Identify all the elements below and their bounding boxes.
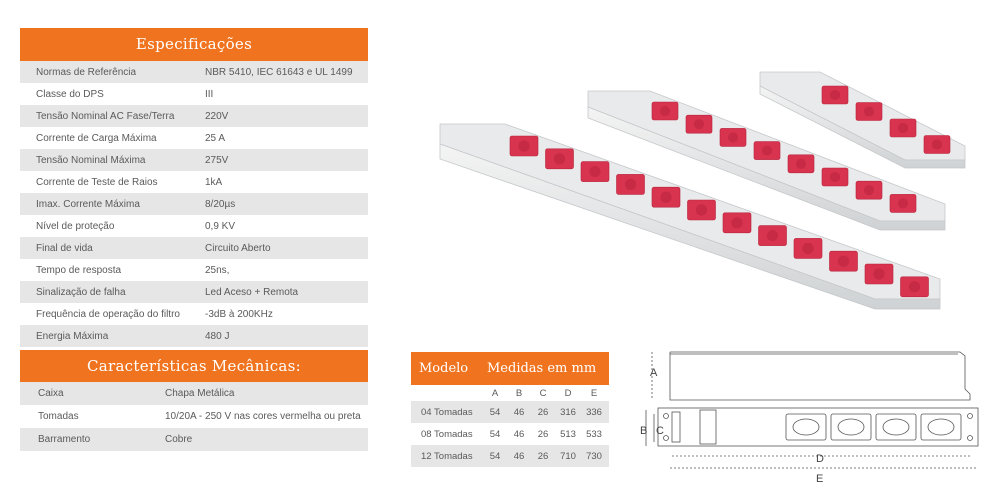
socket-face <box>589 166 600 177</box>
socket-face <box>898 123 908 133</box>
spec-value: -3dB à 200KHz <box>205 308 273 320</box>
specifications-title: Especificações <box>20 28 368 61</box>
spec-label: Tempo de resposta <box>36 264 122 276</box>
dimension-row <box>411 445 609 467</box>
dimension-value: 26 <box>537 428 549 440</box>
mechanical-value: Cobre <box>165 434 193 445</box>
spec-row <box>20 127 368 149</box>
spec-label: Final de vida <box>36 242 93 254</box>
spec-value: Circuito Aberto <box>205 242 271 254</box>
drawing-socket <box>876 414 916 440</box>
spec-row <box>20 215 368 237</box>
socket-face <box>660 192 671 203</box>
mechanical-row <box>20 428 368 451</box>
spec-label: Energia Máxima <box>36 330 109 342</box>
dimensions-grid <box>411 385 609 467</box>
mechanical-label: Caixa <box>38 388 64 399</box>
mechanical-table <box>20 350 368 451</box>
drawing-socket-face <box>838 419 864 435</box>
spec-label: Corrente de Carga Máxima <box>36 132 157 144</box>
spec-value: III <box>205 88 214 100</box>
socket-face <box>767 230 778 241</box>
dimension-column-header: C <box>539 387 547 399</box>
socket-face <box>838 256 849 267</box>
spec-value: NBR 5410, IEC 61643 e UL 1499 <box>205 66 353 78</box>
dimensions-header <box>411 352 609 385</box>
socket-face <box>873 268 884 279</box>
spec-row <box>20 149 368 171</box>
spec-row <box>20 171 368 193</box>
mechanical-rows <box>20 382 368 451</box>
spec-value: 1kA <box>205 176 223 188</box>
dimension-value: 46 <box>513 428 525 440</box>
spec-value: 0,9 KV <box>205 220 236 232</box>
spec-row <box>20 61 368 83</box>
dimension-label-e: E <box>816 473 824 484</box>
drawing-socket-face <box>928 419 954 435</box>
dimension-column-headers <box>411 385 609 401</box>
socket-face <box>694 119 704 129</box>
socket-face <box>830 90 840 100</box>
spec-value: 25ns, <box>205 264 230 276</box>
spec-value: 220V <box>205 110 229 122</box>
dimensions-table <box>411 352 609 467</box>
spec-value: 25 A <box>205 132 226 144</box>
socket-face <box>728 132 738 142</box>
dimension-value: 54 <box>489 406 501 418</box>
socket-face <box>830 172 840 182</box>
dimension-column-header: D <box>564 387 572 399</box>
product-photo <box>420 64 980 314</box>
dimension-row <box>411 401 609 423</box>
socket-face <box>625 179 636 190</box>
socket-face <box>731 217 742 228</box>
dimension-label-d: D <box>816 453 824 465</box>
dimension-value: 54 <box>489 428 501 440</box>
mechanical-row <box>20 405 368 428</box>
measures-header: Medidas em mm <box>487 361 597 376</box>
spec-label: Classe do DPS <box>36 88 104 100</box>
dimension-value: 336 <box>586 406 602 418</box>
mechanical-label: Barramento <box>38 434 91 445</box>
spec-row <box>20 303 368 325</box>
spec-value: 275V <box>205 154 229 166</box>
spec-label: Corrente de Teste de Raios <box>36 176 158 188</box>
model-name: 12 Tomadas <box>421 450 473 462</box>
socket-face <box>909 281 920 292</box>
specifications-rows <box>20 61 368 347</box>
spec-label: Normas de Referência <box>36 66 137 78</box>
socket-face <box>518 140 529 151</box>
spec-label: Sinalização de falha <box>36 286 126 298</box>
dimension-value: 710 <box>560 450 576 462</box>
dimension-value: 46 <box>513 406 525 418</box>
dimension-value: 26 <box>537 450 549 462</box>
spec-row <box>20 259 368 281</box>
dimension-column-header: A <box>491 387 499 399</box>
drawing-socket-face <box>883 419 909 435</box>
mechanical-row <box>20 382 368 405</box>
model-header: Modelo <box>419 361 469 376</box>
drawing-socket <box>831 414 871 440</box>
model-name: 08 Tomadas <box>421 428 473 440</box>
spec-label: Tensão Nominal AC Fase/Terra <box>36 110 175 122</box>
drawing-socket <box>921 414 961 440</box>
socket-face <box>802 243 813 254</box>
technical-drawing <box>640 344 990 484</box>
dimension-label-a: A <box>650 367 658 379</box>
dimension-value: 54 <box>489 450 501 462</box>
spec-row <box>20 105 368 127</box>
spec-row <box>20 237 368 259</box>
spec-label: Nível de proteção <box>36 220 115 232</box>
dimension-value: 730 <box>586 450 602 462</box>
spec-row <box>20 325 368 347</box>
spec-row <box>20 83 368 105</box>
specifications-table <box>20 28 368 347</box>
spec-value: 8/20µs <box>205 198 236 210</box>
mechanical-value: Chapa Metálica <box>165 388 235 399</box>
mechanical-title: Características Mecânicas: <box>20 350 368 382</box>
dimension-value: 316 <box>560 406 576 418</box>
dimension-column-header: B <box>515 387 523 399</box>
drawing-socket <box>786 414 826 440</box>
model-name: 04 Tomadas <box>421 406 473 418</box>
dimension-value: 513 <box>560 428 576 440</box>
mechanical-label: Tomadas <box>38 411 79 422</box>
spec-value: Led Aceso + Remota <box>205 286 299 298</box>
socket-face <box>660 106 670 116</box>
socket-face <box>796 159 806 169</box>
dimension-label-c: C <box>656 425 664 437</box>
dimension-label-b: B <box>640 425 648 437</box>
socket-face <box>932 139 942 149</box>
dimension-row <box>411 423 609 445</box>
dimension-value: 26 <box>537 406 549 418</box>
socket-face <box>762 146 772 156</box>
socket-face <box>864 106 874 116</box>
spec-row <box>20 193 368 215</box>
drawing-socket-face <box>793 419 819 435</box>
spec-row <box>20 281 368 303</box>
socket-face <box>898 198 908 208</box>
socket-face <box>696 204 707 215</box>
dimension-column-header: E <box>590 387 598 399</box>
spec-value: 480 J <box>205 330 230 342</box>
spec-label: Frequência de operação do filtro <box>36 308 180 320</box>
socket-face <box>554 153 565 164</box>
dimension-value: 533 <box>586 428 602 440</box>
socket-face <box>864 185 874 195</box>
mechanical-value: 10/20A - 250 V nas cores vermelha ou preta <box>165 411 361 422</box>
spec-label: Tensão Nominal Máxima <box>36 154 146 166</box>
dimension-value: 46 <box>513 450 525 462</box>
spec-label: Imax. Corrente Máxima <box>36 198 140 210</box>
